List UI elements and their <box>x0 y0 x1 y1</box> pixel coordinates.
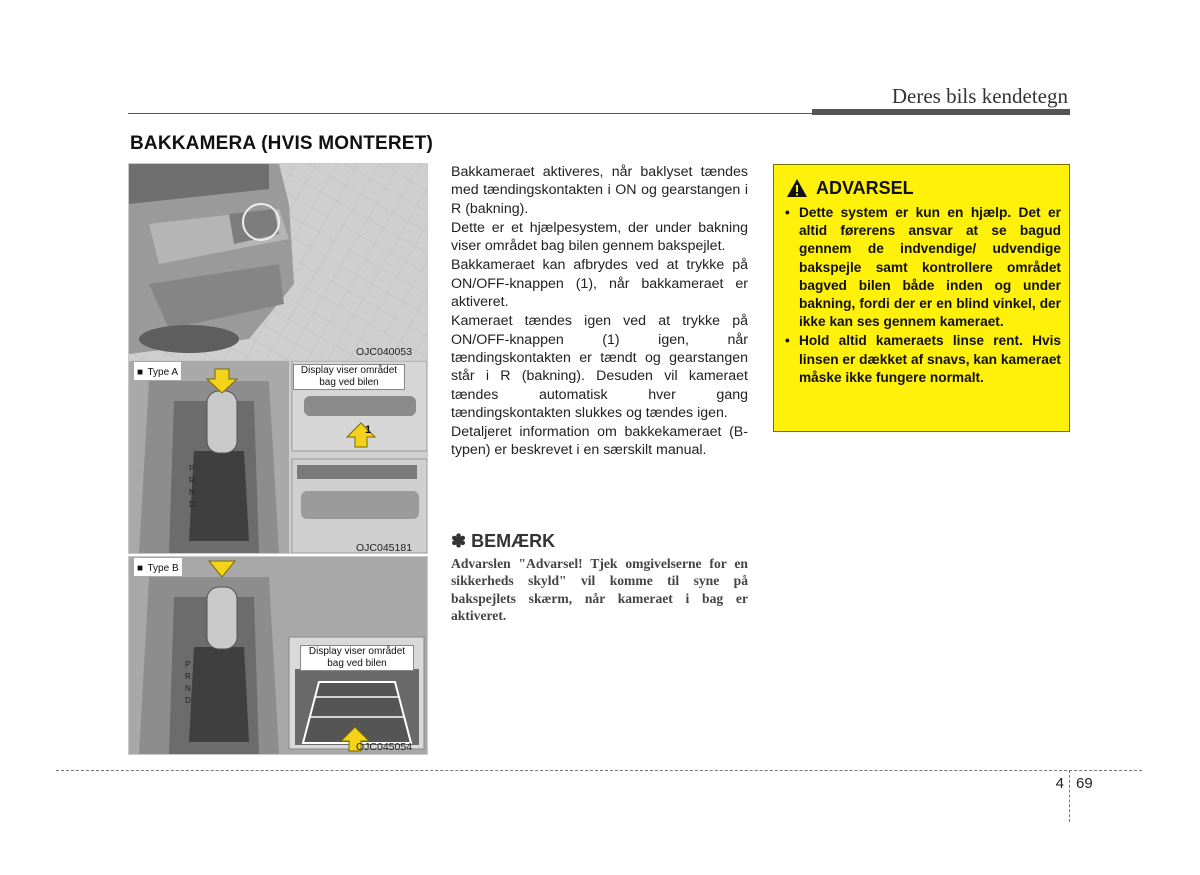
header-rule <box>128 113 812 114</box>
button-marker: 1 <box>365 424 372 436</box>
note-text: Advarslen "Advarsel! Tjek omgivelserne for en sikkerheds skyld" vil komme til syne på bakspejlets skærm, når kameraet i bag er aktiveret. <box>451 556 748 623</box>
bullet: • <box>785 205 790 220</box>
warning-item <box>783 332 1061 387</box>
section-title: BAKKAMERA (HVIS MONTERET) <box>130 133 434 154</box>
warning-item-text: Hold altid kameraets linse rent. Hvis linsen er dækket af snavs, kan kameraet måske ikke fungere normalt. <box>799 333 1061 385</box>
car-rear-illustration <box>129 164 427 360</box>
square-bullet-icon: ■ <box>137 563 144 574</box>
paragraph: Bakkameraet kan afbrydes ved at trykke på ON/OFF-knappen (1), når bakkameraet er aktiveret. <box>451 257 748 311</box>
header-rule-accent <box>812 109 1070 115</box>
warning-list <box>783 204 1061 388</box>
svg-text:N: N <box>185 684 191 693</box>
svg-text:R: R <box>185 672 191 681</box>
note-heading: ✽ BEMÆRK <box>451 531 556 551</box>
page-number: 69 <box>1076 775 1093 792</box>
footer-divider-vertical <box>1069 770 1070 822</box>
paragraph: Bakkameraet aktiveres, når baklyset tændes med tændingskontakten i ON og gearstangen i R (bakning). <box>451 164 748 217</box>
svg-text:N: N <box>189 488 195 497</box>
type-b-callout: Display viser området bag ved bilen <box>300 645 414 671</box>
figure-code: OJC045181 <box>356 542 413 554</box>
type-b-label: ■ Type B <box>134 558 182 576</box>
type-a-callout: Display viser området bag ved bilen <box>293 364 405 390</box>
square-bullet-icon: ■ <box>137 367 144 378</box>
body-text <box>451 163 748 461</box>
svg-text:D: D <box>189 500 195 509</box>
chapter-number: 4 <box>1055 775 1064 792</box>
svg-text:D: D <box>185 696 191 705</box>
warning-item <box>783 204 1061 331</box>
car-rear-figure <box>128 163 428 361</box>
paragraph: Dette er et hjælpesystem, der under bakning viser området bag bilen gennem bakspejlet. <box>451 219 748 255</box>
figure-code: OJC040053 <box>356 346 413 358</box>
figure-code: OJC045054 <box>356 741 413 753</box>
svg-text:P: P <box>189 464 195 473</box>
warning-item-text: Dette system er kun en hjælp. Det er altid førerens ansvar at se bagud gennem de indvendige/ udvendige bakspejle samt kontrollere området bagved bilen både inden og under bakning, fordi der er en blind vinkel, der ikke kan ses gennem kameraet. <box>799 205 1061 330</box>
bullet: • <box>785 333 790 349</box>
paragraph: Detaljeret information om bakkekameraet (B-typen) er beskrevet i en særskilt manual. <box>451 424 748 459</box>
svg-text:P: P <box>185 660 191 669</box>
warning-icon <box>786 178 808 198</box>
running-header: Deres bils kendetegn <box>891 84 1068 108</box>
type-a-label: ■ Type A <box>134 362 181 380</box>
footer-divider <box>56 770 1142 771</box>
paragraph: Kameraet tændes igen ved at trykke på ON/OFF-knappen (1) igen, når tændingskontakten er tændt og gearstangen står i R (bakning). Desuden vil kameraet tændes automatisk hver gang tændingskontakten slukkes og tændes igen. <box>451 313 748 421</box>
svg-text:R: R <box>189 476 195 485</box>
warning-title: ADVARSEL <box>816 178 914 198</box>
